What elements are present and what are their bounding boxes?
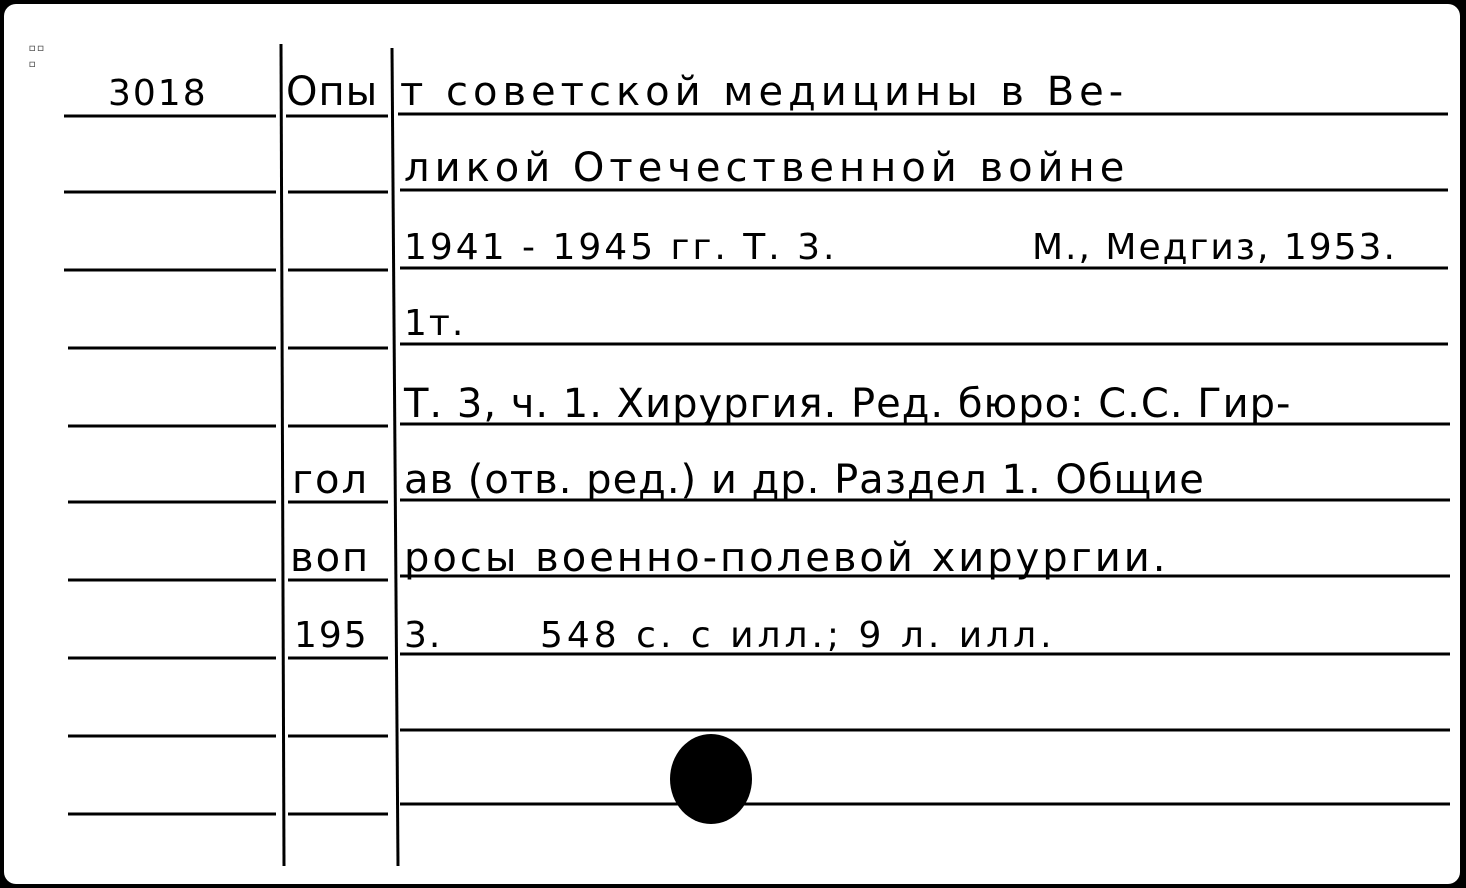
entry-line: т советской медицины в Ве- [400,69,1129,115]
entry-line: росы военно-полевой хирургии. [404,535,1169,581]
physical-description: 548 с. с илл.; 9 л. илл. [540,615,1056,656]
imprint: М., Медгиз, 1953. [1032,227,1397,268]
catalog-card [4,4,1460,884]
call-number: 3018 [108,73,208,114]
column-fragment: воп [290,535,371,581]
corner-stamp-mark: ▫▫ ▫ [28,40,45,72]
entry-line: 1941 - 1945 гг. Т. 3. [404,227,838,268]
entry-line: ликой Отечественной войне [404,145,1130,191]
entry-line: 3. [404,615,443,656]
column-fragment: 195 [294,615,369,656]
column-fragment: гол [292,457,370,503]
column-fragment: Опы [286,69,379,115]
entry-line: Т. 3, ч. 1. Хирургия. Ред. бюро: С.С. Гир- [404,381,1292,427]
entry-line: 1т. [404,303,466,344]
entry-line: ав (отв. ред.) и др. Раздел 1. Общие [404,457,1205,503]
punch-hole [670,734,752,824]
